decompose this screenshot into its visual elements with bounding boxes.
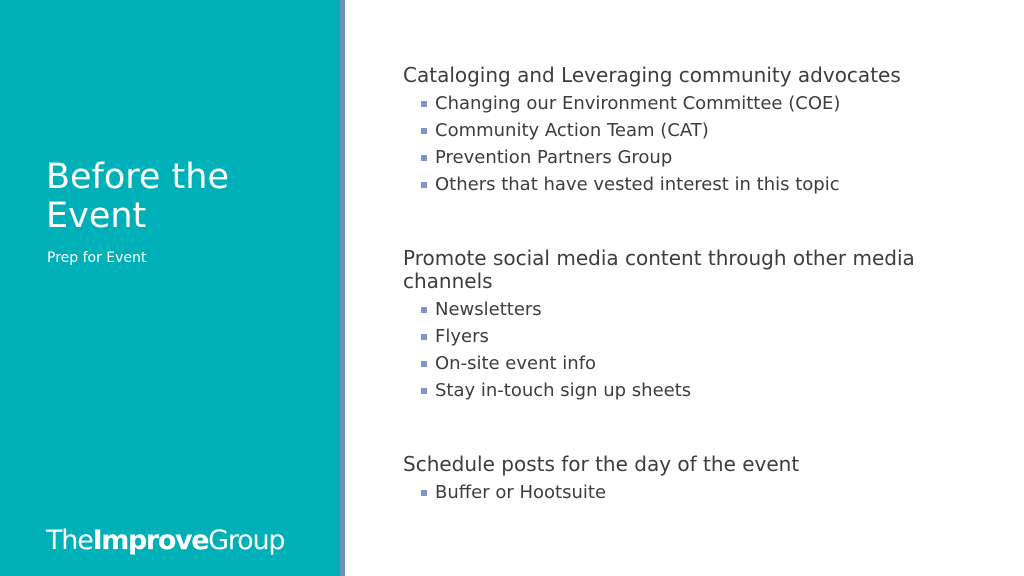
section-heading: Schedule posts for the day of the event	[403, 452, 800, 476]
logo-word-the: The	[46, 525, 93, 556]
list-item	[403, 171, 963, 198]
improve-group-logo	[46, 523, 284, 559]
section-advocates	[403, 64, 963, 198]
content-area	[403, 64, 963, 506]
list-item	[403, 144, 963, 171]
list-item	[403, 117, 963, 144]
square-bullet-icon	[421, 182, 427, 188]
list-item-text: Buffer or Hootsuite	[435, 481, 607, 503]
list-item-text: Community Action Team (CAT)	[435, 119, 709, 141]
list-item-text: Stay in-touch sign up sheets	[435, 379, 692, 401]
list-item-text: Changing our Environment Committee (COE)	[435, 92, 841, 114]
logo-word-improve: Improve	[92, 525, 209, 556]
square-bullet-icon	[421, 101, 427, 107]
list-item	[403, 323, 963, 350]
bullet-list	[403, 296, 963, 404]
bullet-list	[403, 90, 963, 198]
list-item	[403, 377, 963, 404]
section-heading: Promote social media content through other media channels	[403, 246, 915, 293]
square-bullet-icon	[421, 334, 427, 340]
list-item-text: Newsletters	[435, 298, 542, 320]
list-item	[403, 479, 963, 506]
section-promote	[403, 247, 963, 404]
section-schedule	[403, 453, 963, 506]
bullet-list	[403, 479, 963, 506]
logo-word-group: Group	[208, 525, 285, 556]
square-bullet-icon	[421, 307, 427, 313]
list-item	[403, 296, 963, 323]
list-item	[403, 90, 963, 117]
square-bullet-icon	[421, 361, 427, 367]
list-item-text: On-site event info	[435, 352, 597, 374]
square-bullet-icon	[421, 388, 427, 394]
list-item	[403, 350, 963, 377]
title-panel	[0, 0, 340, 576]
square-bullet-icon	[421, 155, 427, 161]
section-heading: Cataloging and Leveraging community advocates	[403, 63, 901, 87]
list-item-text: Prevention Partners Group	[435, 146, 673, 168]
square-bullet-icon	[421, 128, 427, 134]
square-bullet-icon	[421, 490, 427, 496]
slide-subtitle: Prep for Event	[47, 250, 147, 266]
panel-divider	[340, 0, 345, 576]
list-item-text: Flyers	[435, 325, 489, 347]
list-item-text: Others that have vested interest in this topic	[435, 173, 840, 195]
slide-title: Before the Event	[46, 157, 229, 236]
